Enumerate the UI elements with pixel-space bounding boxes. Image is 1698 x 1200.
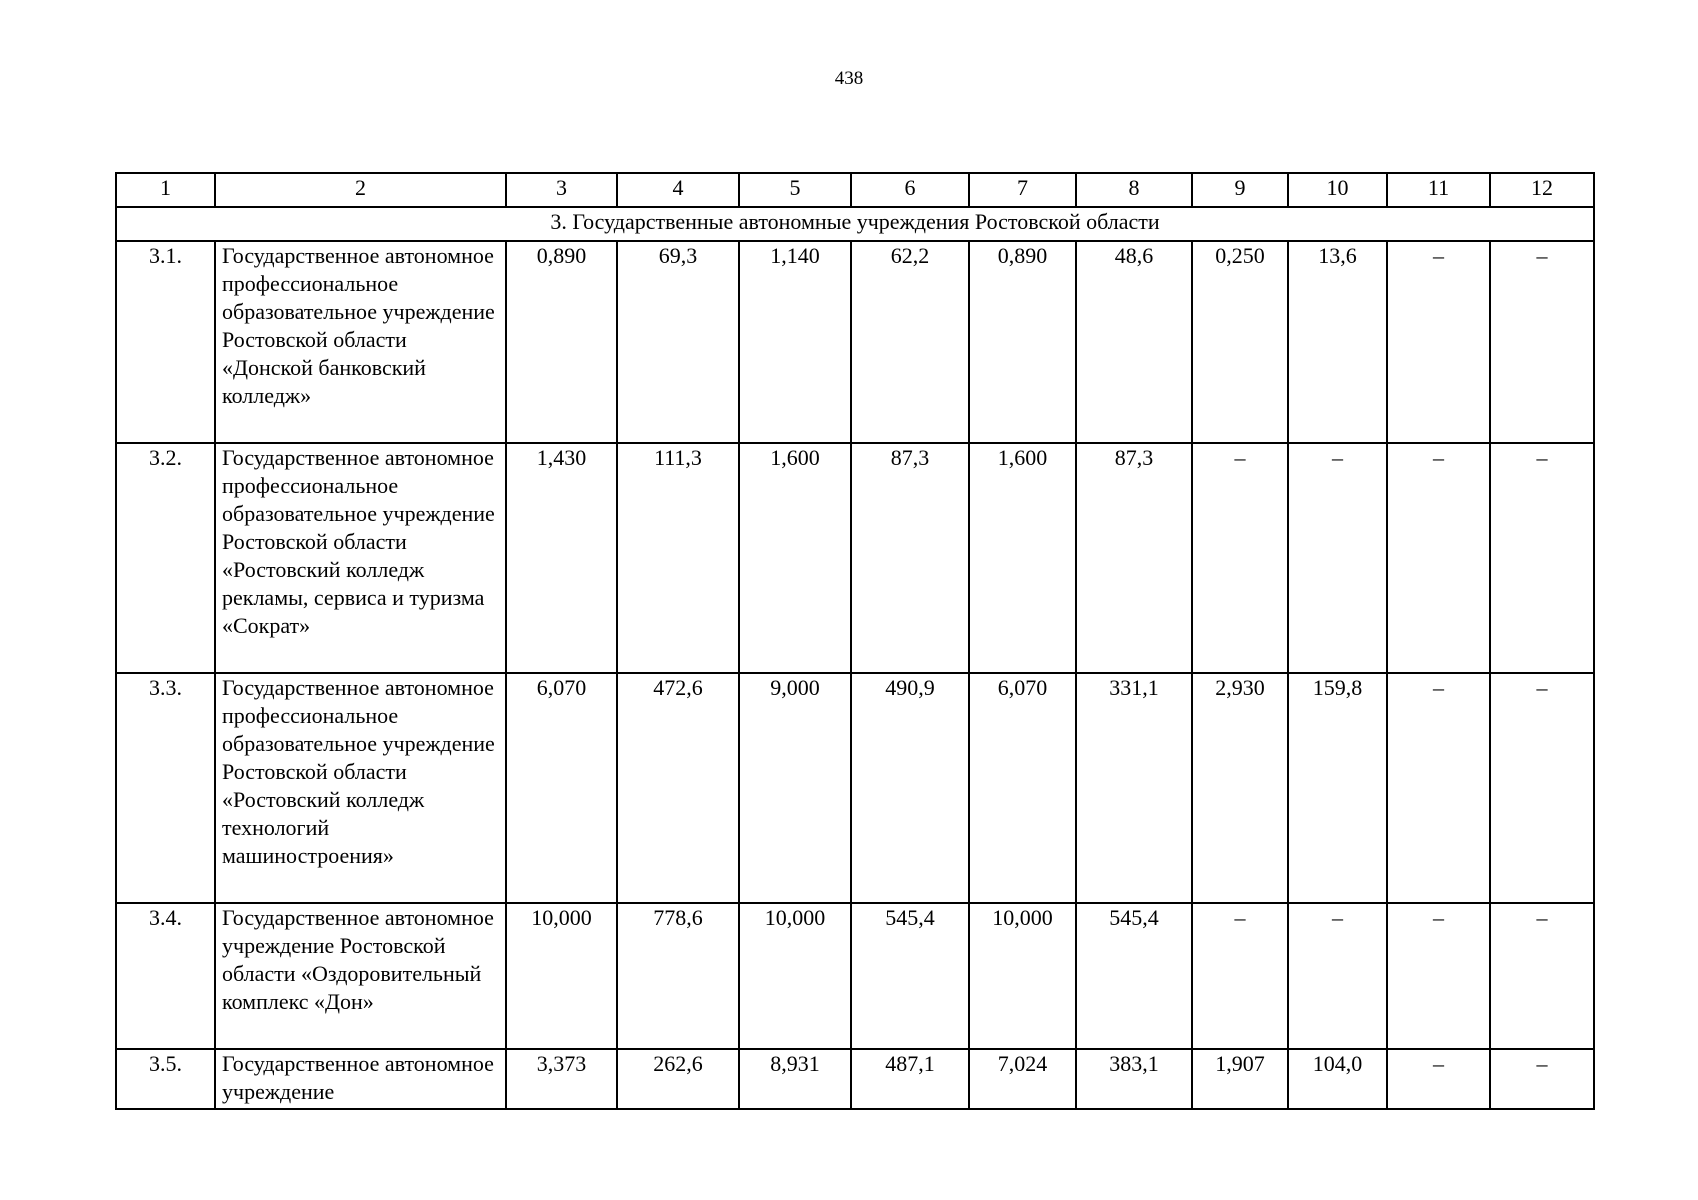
value-cell-col-7: 1,600: [969, 443, 1076, 673]
value-cell-col-4: 262,6: [617, 1049, 739, 1109]
value-cell-col-5: 10,000: [739, 903, 851, 1049]
column-number-row: [116, 173, 1594, 207]
value-cell-col-11: –: [1387, 903, 1490, 1049]
column-number-11: 11: [1387, 173, 1490, 207]
column-number-2: 2: [215, 173, 506, 207]
table-row: [116, 903, 1594, 1049]
value-cell-col-4: 69,3: [617, 241, 739, 443]
row-number: 3.1.: [116, 241, 215, 443]
value-cell-col-3: 10,000: [506, 903, 617, 1049]
value-cell-col-3: 3,373: [506, 1049, 617, 1109]
value-cell-col-5: 1,600: [739, 443, 851, 673]
value-cell-col-7: 7,024: [969, 1049, 1076, 1109]
value-cell-col-11: –: [1387, 1049, 1490, 1109]
value-cell-col-12: –: [1490, 1049, 1594, 1109]
value-cell-col-6: 545,4: [851, 903, 969, 1049]
institution-name: Государственное автономное профессиональное образовательное учреждение Ростовской области «Ростовский колледж рекламы, сервиса и туризма «Сократ»: [215, 443, 506, 673]
value-cell-col-5: 8,931: [739, 1049, 851, 1109]
row-number: 3.5.: [116, 1049, 215, 1109]
column-number-7: 7: [969, 173, 1076, 207]
value-cell-col-8: 48,6: [1076, 241, 1192, 443]
value-cell-col-7: 10,000: [969, 903, 1076, 1049]
section-row: [116, 207, 1594, 241]
institution-name: Государственное автономное учреждение Ростовской области «Оздоровительный комплекс «Дон»: [215, 903, 506, 1049]
column-number-12: 12: [1490, 173, 1594, 207]
value-cell-col-4: 472,6: [617, 673, 739, 903]
institution-name: Государственное автономное профессиональное образовательное учреждение Ростовской области «Донской банковский колледж»: [215, 241, 506, 443]
value-cell-col-8: 331,1: [1076, 673, 1192, 903]
column-number-6: 6: [851, 173, 969, 207]
value-cell-col-11: –: [1387, 241, 1490, 443]
table-row: [116, 1049, 1594, 1109]
value-cell-col-8: 545,4: [1076, 903, 1192, 1049]
column-number-3: 3: [506, 173, 617, 207]
section-title: 3. Государственные автономные учреждения Ростовской области: [116, 207, 1594, 241]
value-cell-col-10: –: [1288, 903, 1387, 1049]
institution-name: Государственное автономное учреждение: [215, 1049, 506, 1109]
value-cell-col-3: 6,070: [506, 673, 617, 903]
value-cell-col-9: 2,930: [1192, 673, 1288, 903]
value-cell-col-12: –: [1490, 443, 1594, 673]
table-row: [116, 443, 1594, 673]
value-cell-col-12: –: [1490, 903, 1594, 1049]
column-number-5: 5: [739, 173, 851, 207]
row-number: 3.2.: [116, 443, 215, 673]
value-cell-col-5: 9,000: [739, 673, 851, 903]
value-cell-col-9: 1,907: [1192, 1049, 1288, 1109]
value-cell-col-11: –: [1387, 673, 1490, 903]
value-cell-col-7: 0,890: [969, 241, 1076, 443]
value-cell-col-10: –: [1288, 443, 1387, 673]
value-cell-col-10: 104,0: [1288, 1049, 1387, 1109]
column-number-4: 4: [617, 173, 739, 207]
table-row: [116, 673, 1594, 903]
value-cell-col-4: 778,6: [617, 903, 739, 1049]
page-number: 438: [834, 68, 864, 89]
value-cell-col-6: 87,3: [851, 443, 969, 673]
value-cell-col-9: –: [1192, 443, 1288, 673]
row-number: 3.3.: [116, 673, 215, 903]
value-cell-col-8: 87,3: [1076, 443, 1192, 673]
value-cell-col-12: –: [1490, 673, 1594, 903]
value-cell-col-3: 0,890: [506, 241, 617, 443]
value-cell-col-10: 13,6: [1288, 241, 1387, 443]
value-cell-col-9: –: [1192, 903, 1288, 1049]
table-row: [116, 241, 1594, 443]
column-number-10: 10: [1288, 173, 1387, 207]
value-cell-col-4: 111,3: [617, 443, 739, 673]
value-cell-col-7: 6,070: [969, 673, 1076, 903]
value-cell-col-6: 487,1: [851, 1049, 969, 1109]
value-cell-col-6: 62,2: [851, 241, 969, 443]
column-number-1: 1: [116, 173, 215, 207]
value-cell-col-6: 490,9: [851, 673, 969, 903]
value-cell-col-10: 159,8: [1288, 673, 1387, 903]
data-table: [115, 172, 1595, 1110]
column-number-8: 8: [1076, 173, 1192, 207]
value-cell-col-9: 0,250: [1192, 241, 1288, 443]
column-number-9: 9: [1192, 173, 1288, 207]
value-cell-col-12: –: [1490, 241, 1594, 443]
value-cell-col-8: 383,1: [1076, 1049, 1192, 1109]
value-cell-col-11: –: [1387, 443, 1490, 673]
value-cell-col-3: 1,430: [506, 443, 617, 673]
value-cell-col-5: 1,140: [739, 241, 851, 443]
row-number: 3.4.: [116, 903, 215, 1049]
institution-name: Государственное автономное профессиональное образовательное учреждение Ростовской области «Ростовский колледж технологий машиностроения»: [215, 673, 506, 903]
